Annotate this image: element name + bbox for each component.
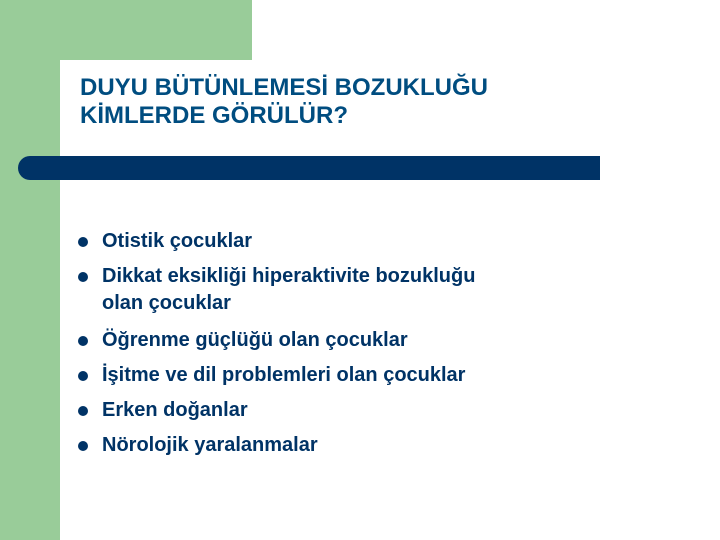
bullet-text bbox=[102, 362, 682, 389]
bullet-item bbox=[72, 263, 682, 317]
title-divider-bar bbox=[18, 156, 600, 180]
bullet-text-line: Nörolojik yaralanmalar bbox=[102, 434, 318, 456]
bullet-list bbox=[72, 228, 682, 467]
bullet-dot-icon bbox=[78, 371, 88, 381]
bullet-item bbox=[72, 397, 682, 424]
slide-title-line-2: KİMLERDE GÖRÜLÜR? bbox=[80, 102, 348, 129]
top-green-band bbox=[0, 0, 252, 60]
bullet-dot-icon bbox=[78, 237, 88, 247]
bullet-item bbox=[72, 228, 682, 255]
bullet-item bbox=[72, 327, 682, 354]
bullet-item bbox=[72, 362, 682, 389]
bullet-text-line: Dikkat eksikliği hiperaktivite bozukluğu bbox=[102, 265, 476, 287]
bullet-text bbox=[102, 397, 682, 424]
left-green-band bbox=[0, 0, 60, 540]
bullet-text bbox=[102, 327, 682, 354]
bullet-text bbox=[102, 263, 682, 317]
bullet-text bbox=[102, 432, 682, 459]
bullet-text-line: Erken doğanlar bbox=[102, 399, 248, 421]
bullet-text-line: olan çocuklar bbox=[102, 292, 231, 314]
bullet-dot-icon bbox=[78, 272, 88, 282]
bullet-dot-icon bbox=[78, 441, 88, 451]
bullet-item bbox=[72, 432, 682, 459]
bullet-text-line: Otistik çocuklar bbox=[102, 230, 253, 252]
bullet-text bbox=[102, 228, 682, 255]
bullet-text-line: İşitme ve dil problemleri olan çocuklar bbox=[102, 364, 466, 386]
bullet-dot-icon bbox=[78, 336, 88, 346]
bullet-dot-icon bbox=[78, 406, 88, 416]
slide-title-line-1: DUYU BÜTÜNLEMESİ BOZUKLUĞU bbox=[80, 74, 488, 101]
bullet-text-line: Öğrenme güçlüğü olan çocuklar bbox=[102, 329, 408, 351]
slide-title bbox=[80, 74, 700, 130]
